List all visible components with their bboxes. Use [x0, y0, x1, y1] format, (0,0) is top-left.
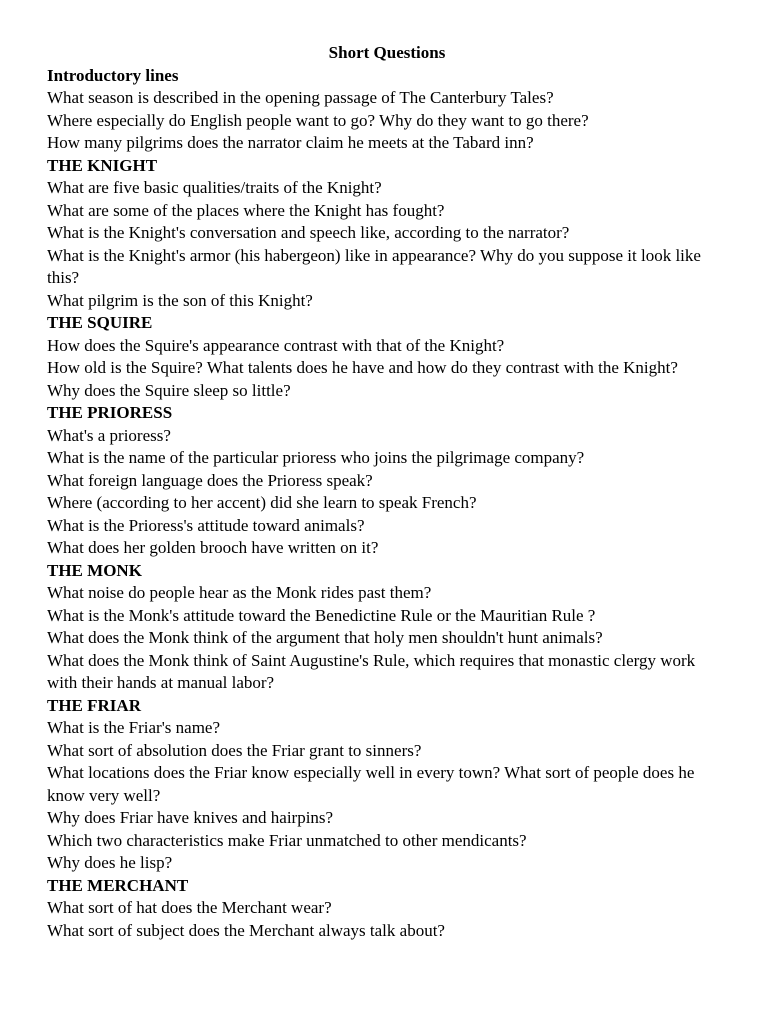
- question-item: What is the Friar's name?: [47, 718, 221, 737]
- section-heading: THE MONK: [47, 560, 142, 580]
- question-item: What are some of the places where the Knight has fought?: [47, 200, 445, 220]
- question-item: What does her golden brooch have written on it?: [47, 538, 379, 557]
- question-item: What season is described in the opening passage of The Canterbury Tales?: [47, 88, 554, 107]
- section: [47, 402, 727, 560]
- question-item: What is the name of the particular prioress who joins the pilgrimage company?: [47, 448, 585, 467]
- question-item: What sort of absolution does the Friar grant to sinners?: [47, 740, 422, 760]
- question-item: Where especially do English people want to go? Why do they want to go there?: [47, 110, 589, 130]
- question-item: What does the Monk think of Saint Augustine's Rule, which requires that monastic clergy work with their hands at manual labor?: [47, 650, 696, 692]
- question-item: What is the Knight's armor (his habergeon) like in appearance? Why do you suppose it look like this?: [47, 245, 701, 287]
- question-item: What locations does the Friar know especially well in every town? What sort of people does he know very well?: [47, 763, 695, 805]
- section-heading: THE FRIAR: [47, 695, 141, 715]
- section-heading: THE MERCHANT: [47, 875, 189, 895]
- question-item: Why does he lisp?: [47, 853, 173, 872]
- section-heading: THE KNIGHT: [47, 155, 158, 175]
- question-item: What sort of hat does the Merchant wear?: [47, 898, 332, 917]
- question-sections: [47, 65, 727, 943]
- question-item: How many pilgrims does the narrator claim he meets at the Tabard inn?: [47, 133, 534, 152]
- question-item: What are five basic qualities/traits of the Knight?: [47, 178, 382, 197]
- question-item: Which two characteristics make Friar unmatched to other mendicants?: [47, 830, 527, 850]
- section: [47, 65, 727, 155]
- section: [47, 695, 727, 875]
- question-item: How old is the Squire? What talents does he have and how do they contrast with the Knight?: [47, 358, 678, 377]
- section-heading: Introductory lines: [47, 65, 179, 85]
- section: [47, 312, 727, 402]
- question-item: Where (according to her accent) did she learn to speak French?: [47, 493, 477, 512]
- question-item: What's a prioress?: [47, 425, 171, 445]
- section-heading: THE PRIORESS: [47, 403, 173, 422]
- question-item: What noise do people hear as the Monk rides past them?: [47, 583, 432, 602]
- question-item: What is the Prioress's attitude toward animals?: [47, 515, 365, 535]
- document-title: Short Questions: [328, 43, 446, 62]
- section: [47, 155, 727, 313]
- document-page: [47, 42, 727, 942]
- section: [47, 560, 727, 695]
- question-item: What pilgrim is the son of this Knight?: [47, 290, 313, 310]
- section-heading: THE SQUIRE: [47, 313, 153, 332]
- question-item: What is the Knight's conversation and speech like, according to the narrator?: [47, 223, 570, 242]
- question-item: Why does the Squire sleep so little?: [47, 380, 291, 400]
- section: [47, 875, 727, 943]
- question-item: What foreign language does the Prioress speak?: [47, 470, 373, 490]
- question-item: What sort of subject does the Merchant always talk about?: [47, 920, 445, 940]
- question-item: What does the Monk think of the argument that holy men shouldn't hunt animals?: [47, 628, 603, 647]
- question-item: How does the Squire's appearance contrast with that of the Knight?: [47, 335, 505, 355]
- question-item: Why does Friar have knives and hairpins?: [47, 808, 334, 827]
- question-item: What is the Monk's attitude toward the Benedictine Rule or the Mauritian Rule ?: [47, 605, 596, 625]
